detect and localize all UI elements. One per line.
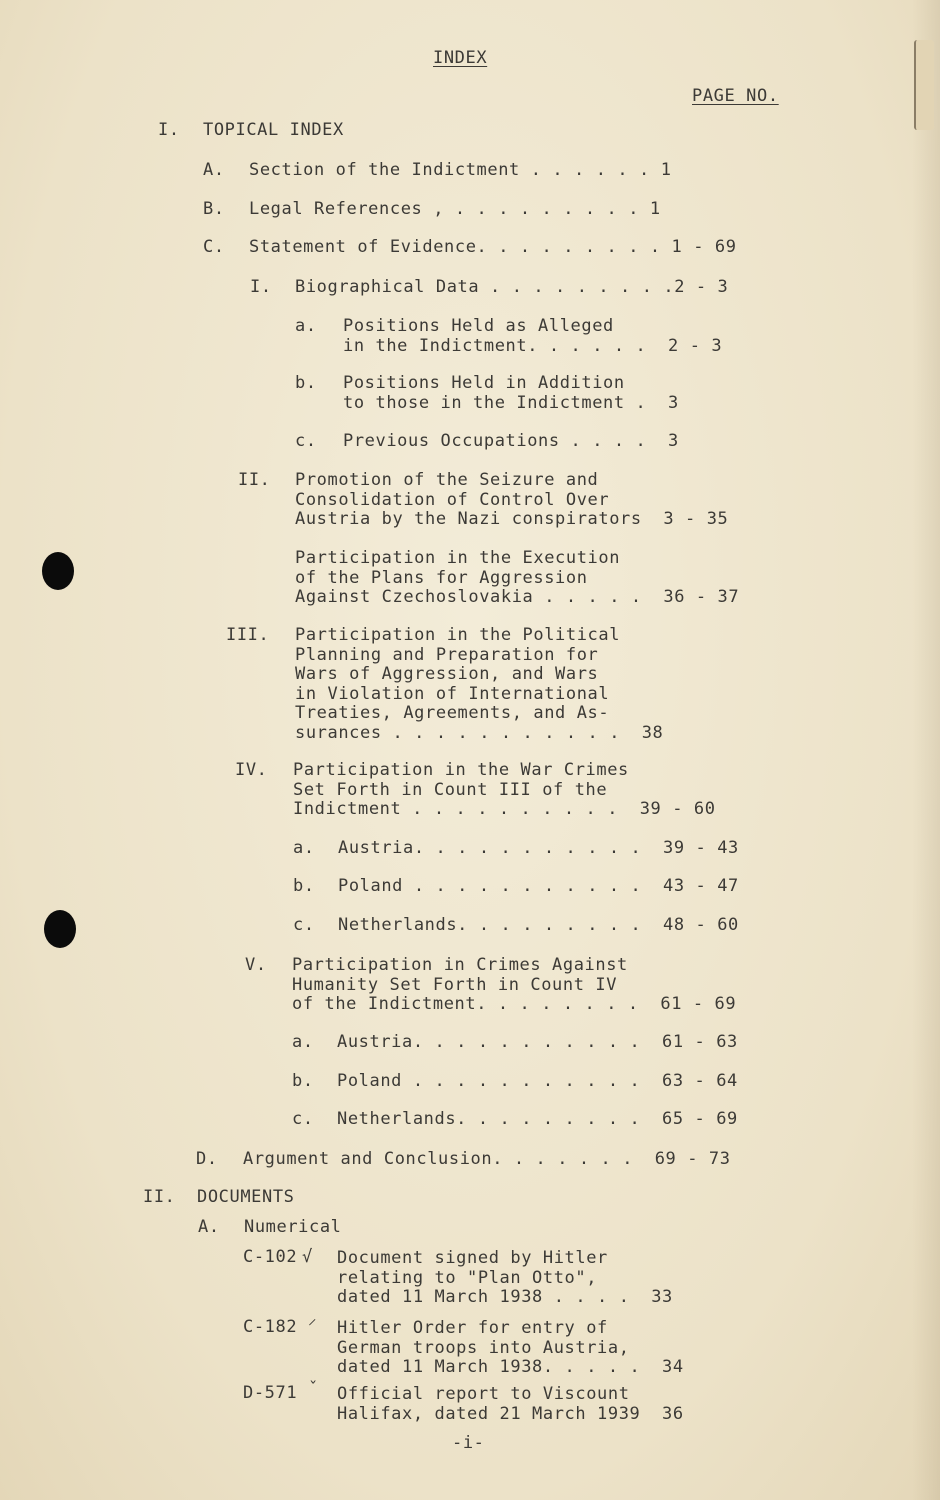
entry-letter: A. xyxy=(203,160,225,180)
index-entry: Numerical xyxy=(244,1217,342,1237)
index-entry: Previous Occupations . . . . 3 xyxy=(343,431,679,451)
document-id: C-182 xyxy=(243,1317,298,1337)
entry-letter: b. xyxy=(295,373,317,393)
punch-hole-icon xyxy=(44,910,76,948)
index-entry: Netherlands. . . . . . . . . 65 - 69 xyxy=(337,1109,738,1129)
entry-numeral: IV. xyxy=(235,760,268,780)
section-heading: DOCUMENTS xyxy=(197,1187,295,1207)
index-entry: Positions Held as Alleged in the Indictment. . . . . . 2 - 3 xyxy=(343,316,723,356)
index-entry: Austria. . . . . . . . . . . 61 - 63 xyxy=(337,1032,738,1052)
document-entry: Hitler Order for entry of German troops into Austria, dated 11 March 1938. . . . . 34 xyxy=(337,1318,684,1377)
entry-letter: a. xyxy=(293,838,315,858)
entry-letter: c. xyxy=(292,1109,314,1129)
index-entry: Statement of Evidence. . . . . . . . . 1 - 69 xyxy=(249,237,737,257)
entry-letter: C. xyxy=(203,237,225,257)
page-title: INDEX xyxy=(433,48,488,68)
index-entry: Biographical Data . . . . . . . . .2 - 3 xyxy=(295,277,729,297)
entry-letter: c. xyxy=(293,915,315,935)
entry-numeral: II. xyxy=(238,470,271,490)
page-footer-number: -i- xyxy=(452,1433,485,1453)
entry-numeral: V. xyxy=(245,955,267,975)
entry-letter: c. xyxy=(295,431,317,451)
check-mark: ˇ xyxy=(308,1379,319,1399)
entry-numeral: III. xyxy=(226,625,270,645)
index-entry: Positions Held in Addition to those in the Indictment . 3 xyxy=(343,373,679,413)
entry-numeral: I. xyxy=(250,277,272,297)
index-entry: Participation in the Execution of the Plans for Aggression Against Czechoslovakia . . . . . 36 - 37 xyxy=(295,548,740,607)
section-numeral: II. xyxy=(143,1187,176,1207)
index-entry: Netherlands. . . . . . . . . 48 - 60 xyxy=(338,915,739,935)
index-entry: Legal References , . . . . . . . . . 1 xyxy=(249,199,661,219)
entry-letter: B. xyxy=(203,199,225,219)
punch-hole-icon xyxy=(42,552,74,590)
index-entry: Poland . . . . . . . . . . . 63 - 64 xyxy=(337,1071,738,1091)
entry-letter: a. xyxy=(295,316,317,336)
index-entry: Poland . . . . . . . . . . . 43 - 47 xyxy=(338,876,739,896)
index-entry: Austria. . . . . . . . . . . 39 - 43 xyxy=(338,838,739,858)
entry-letter: D. xyxy=(196,1149,218,1169)
index-entry: Participation in the Political Planning and Preparation for Wars of Aggression, and Wars in Violation of International Treaties, Agreements, and As- surances . . . . . . . . . . . 38 xyxy=(295,625,664,743)
entry-letter: b. xyxy=(292,1071,314,1091)
page-tab-fold xyxy=(914,40,934,130)
document-entry: Document signed by Hitler relating to "Plan Otto", dated 11 March 1938 . . . . 33 xyxy=(337,1248,673,1307)
index-entry: Argument and Conclusion. . . . . . . 69 - 73 xyxy=(243,1149,731,1169)
index-entry: Participation in the War Crimes Set Forth in Count III of the Indictment . . . . . . . . . . 39 - 60 xyxy=(293,760,716,819)
page-number-column-header: PAGE NO. xyxy=(692,86,779,106)
check-mark: √ xyxy=(302,1247,313,1267)
check-mark: ⸝ xyxy=(308,1309,318,1329)
entry-letter: b. xyxy=(293,876,315,896)
page-edge-shadow xyxy=(912,0,940,1500)
section-numeral: I. xyxy=(158,120,180,140)
index-entry: Participation in Crimes Against Humanity Set Forth in Count IV of the Indictment. . . . . . . . 61 - 69 xyxy=(292,955,737,1014)
document-id: D-571 xyxy=(243,1383,298,1403)
section-heading: TOPICAL INDEX xyxy=(203,120,344,140)
document-entry: Official report to Viscount Halifax, dated 21 March 1939 36 xyxy=(337,1384,684,1424)
entry-letter: a. xyxy=(292,1032,314,1052)
entry-letter: A. xyxy=(198,1217,220,1237)
index-entry: Promotion of the Seizure and Consolidation of Control Over Austria by the Nazi conspirators 3 - 35 xyxy=(295,470,729,529)
index-entry: Section of the Indictment . . . . . . 1 xyxy=(249,160,672,180)
document-id: C-102 xyxy=(243,1247,298,1267)
